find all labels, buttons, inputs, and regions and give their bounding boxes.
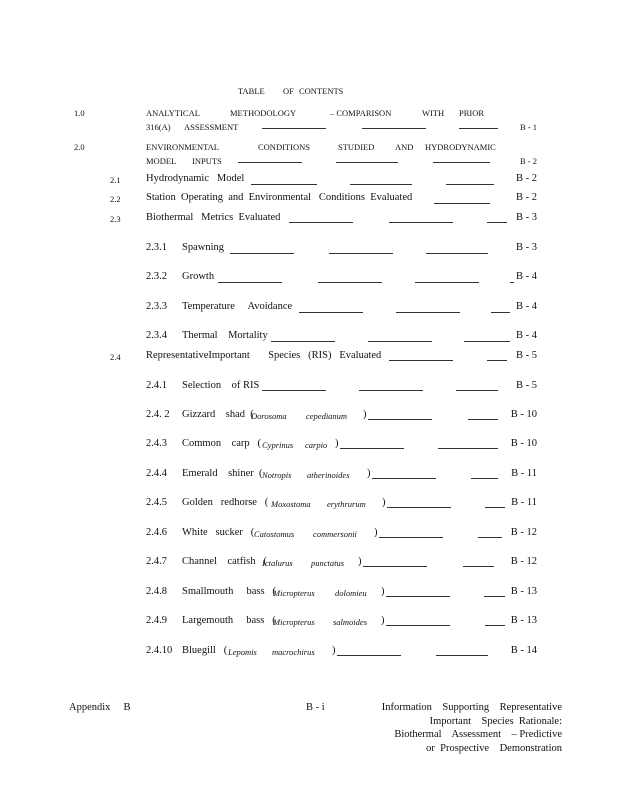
page-number: B - 10 <box>510 409 537 420</box>
page-number: B - 5 <box>516 380 537 391</box>
leader-line <box>379 537 443 538</box>
leader-line <box>433 162 490 163</box>
close-paren: ) <box>335 438 339 449</box>
section-title-word: PRIOR <box>459 108 485 118</box>
close-paren: ) <box>374 527 378 538</box>
leader-line <box>389 222 453 223</box>
scientific-genus: Micropterus <box>273 588 315 598</box>
leader-line <box>387 507 451 508</box>
species-number: 2.4.4 <box>146 468 167 479</box>
species-number: 2.4.10 <box>146 645 173 656</box>
leader-line <box>230 253 294 254</box>
subsection-number: 2.3 <box>110 214 121 224</box>
close-paren: ) <box>358 556 362 567</box>
species-number: 2.4.9 <box>146 615 167 626</box>
scientific-species: macrochirus <box>272 647 315 657</box>
scientific-genus: Micropterus <box>273 617 315 627</box>
page-number: B - 2 <box>516 173 537 184</box>
section-title-word: METHODOLOGY <box>230 108 297 118</box>
leader-line <box>471 478 498 479</box>
section-title-word: ANALYTICAL <box>146 108 200 118</box>
scientific-species: dolomieu <box>335 588 367 598</box>
leader-line <box>386 596 450 597</box>
footer-line: Information Supporting Representative <box>381 702 562 713</box>
toc-title-table: TABLE <box>238 86 265 96</box>
leader-line <box>464 341 510 342</box>
metric-title: Spawning <box>182 242 224 253</box>
page-number: B - 13 <box>510 615 537 626</box>
footer-appendix: Appendix B <box>69 702 131 713</box>
metric-title: Temperature Avoidance <box>182 301 293 312</box>
leader-line <box>456 390 498 391</box>
close-paren: ) <box>382 497 386 508</box>
section-title-word: ENVIRONMENTAL <box>146 142 219 152</box>
section-title-word: AND <box>395 142 414 152</box>
leader-line <box>359 390 423 391</box>
subsection-title: Hydrodynamic Model <box>146 173 245 184</box>
leader-line <box>468 419 498 420</box>
section-title-word: MODEL <box>146 156 177 166</box>
section-title-word: – COMPARISON <box>330 108 392 118</box>
scientific-species: salmoides <box>333 617 367 627</box>
subsection-title: RepresentativeImportant Species (RIS) Evaluated <box>146 350 382 361</box>
toc-title-of: OF <box>283 86 294 96</box>
leader-line <box>463 566 494 567</box>
leader-line <box>396 312 460 313</box>
leader-line <box>372 478 436 479</box>
leader-line <box>478 537 502 538</box>
footer-line: Biothermal Assessment – Predictive <box>394 729 562 740</box>
species-number: 2.4.5 <box>146 497 167 508</box>
scientific-species: commersonii <box>313 529 357 539</box>
scientific-genus: Dorosoma <box>251 411 287 421</box>
section-title-word: WITH <box>422 108 445 118</box>
page-number: B - 12 <box>510 527 537 538</box>
leader-line <box>299 312 363 313</box>
section-number: 2.0 <box>74 142 85 152</box>
metric-number: 2.3.2 <box>146 271 167 282</box>
species-title: Bluegill ( <box>182 645 228 656</box>
leader-line <box>350 184 412 185</box>
leader-line <box>446 184 494 185</box>
page-number: B - 4 <box>516 271 537 282</box>
scientific-genus: Ictalurus <box>262 558 293 568</box>
page-number: B - 3 <box>516 242 537 253</box>
metric-number: 2.3.1 <box>146 242 167 253</box>
page-number: B - 10 <box>510 438 537 449</box>
species-title: Smallmouth bass ( <box>182 586 276 597</box>
leader-line <box>438 448 498 449</box>
scientific-species: punctatus <box>311 558 345 568</box>
species-title: Gizzard shad ( <box>182 409 254 420</box>
section-title-word: ASSESSMENT <box>184 122 239 132</box>
page-number: B - 5 <box>516 350 537 361</box>
section-number: 1.0 <box>74 108 85 118</box>
page-number: B - 2 <box>520 156 537 166</box>
close-paren: ) <box>367 468 371 479</box>
leader-line <box>262 128 326 129</box>
page-number: B - 2 <box>516 192 537 203</box>
leader-line <box>251 184 317 185</box>
scientific-species: erythrurum <box>327 499 366 509</box>
species-number: 2.4.7 <box>146 556 167 567</box>
leader-line <box>238 162 302 163</box>
species-title: Common carp ( <box>182 438 262 449</box>
leader-line <box>368 419 432 420</box>
leader-line <box>329 253 393 254</box>
page-number: B - 11 <box>511 497 537 508</box>
footer-page-number: B - i <box>306 702 325 713</box>
close-paren: ) <box>363 409 367 420</box>
scientific-genus: Lepomis <box>228 647 257 657</box>
page-number: B - 14 <box>510 645 537 656</box>
scientific-genus: Notropis <box>262 470 292 480</box>
leader-line <box>271 341 335 342</box>
species-title: Selection of RIS <box>182 380 260 391</box>
species-title: Largemouth bass ( <box>182 615 276 626</box>
leader-line <box>337 655 401 656</box>
scientific-species: cepedianum <box>306 411 348 421</box>
subsection-title: Biothermal Metrics Evaluated <box>146 212 281 223</box>
species-title: White sucker ( <box>182 527 255 538</box>
species-number: 2.4.3 <box>146 438 167 449</box>
leader-line <box>510 282 514 283</box>
leader-line <box>491 312 510 313</box>
metric-number: 2.3.3 <box>146 301 167 312</box>
section-title-word: HYDRODYNAMIC <box>425 142 496 152</box>
leader-line <box>459 128 498 129</box>
section-title-word: CONDITIONS <box>258 142 310 152</box>
subsection-title: Station Operating and Environmental Conditions Evaluated <box>146 192 413 203</box>
species-number: 2.4. 2 <box>146 409 170 420</box>
scientific-genus: Cyprinus <box>262 440 294 450</box>
scientific-species: atherinoides <box>307 470 350 480</box>
page-number: B - 11 <box>511 468 537 479</box>
leader-line <box>389 360 453 361</box>
page-number: B - 12 <box>510 556 537 567</box>
species-number: 2.4.1 <box>146 380 167 391</box>
metric-title: Growth <box>182 271 215 282</box>
leader-line <box>336 162 398 163</box>
close-paren: ) <box>381 586 385 597</box>
species-number: 2.4.8 <box>146 586 167 597</box>
footer-description <box>370 701 562 755</box>
leader-line <box>262 390 326 391</box>
page-number: B - 4 <box>516 301 537 312</box>
scientific-species: carpio <box>305 440 328 450</box>
species-title: Channel catfish ( <box>182 556 267 567</box>
section-title-word: 316(A) <box>146 122 171 132</box>
close-paren: ) <box>381 615 385 626</box>
page-number: B - 13 <box>510 586 537 597</box>
leader-line <box>426 253 488 254</box>
species-title: Emerald shiner ( <box>182 468 263 479</box>
leader-line <box>434 203 490 204</box>
page-number: B - 3 <box>516 212 537 223</box>
close-paren: ) <box>332 645 336 656</box>
scientific-genus: Moxostoma <box>271 499 311 509</box>
leader-line <box>340 448 404 449</box>
footer-line: or Prospective Demonstration <box>426 742 562 754</box>
metric-title: Thermal Mortality <box>182 330 268 341</box>
species-number: 2.4.6 <box>146 527 167 538</box>
leader-line <box>289 222 353 223</box>
leader-line <box>363 566 427 567</box>
leader-line <box>218 282 282 283</box>
leader-line <box>368 341 432 342</box>
leader-line <box>436 655 488 656</box>
metric-number: 2.3.4 <box>146 330 167 341</box>
toc-title-contents: CONTENTS <box>299 86 344 96</box>
leader-line <box>415 282 479 283</box>
footer-line: Important Species Rationale: <box>429 715 562 727</box>
leader-line <box>386 625 450 626</box>
subsection-number: 2.1 <box>110 175 121 185</box>
section-title-word: STUDIED <box>338 142 375 152</box>
subsection-number: 2.2 <box>110 194 121 204</box>
scientific-genus: Catostomus <box>254 529 295 539</box>
subsection-number: 2.4 <box>110 352 121 362</box>
species-title: Golden redhorse ( <box>182 497 269 508</box>
leader-line <box>362 128 426 129</box>
section-title-word: INPUTS <box>192 156 222 166</box>
page-number: B - 4 <box>516 330 537 341</box>
leader-line <box>318 282 382 283</box>
page-number: B - 1 <box>520 122 537 132</box>
